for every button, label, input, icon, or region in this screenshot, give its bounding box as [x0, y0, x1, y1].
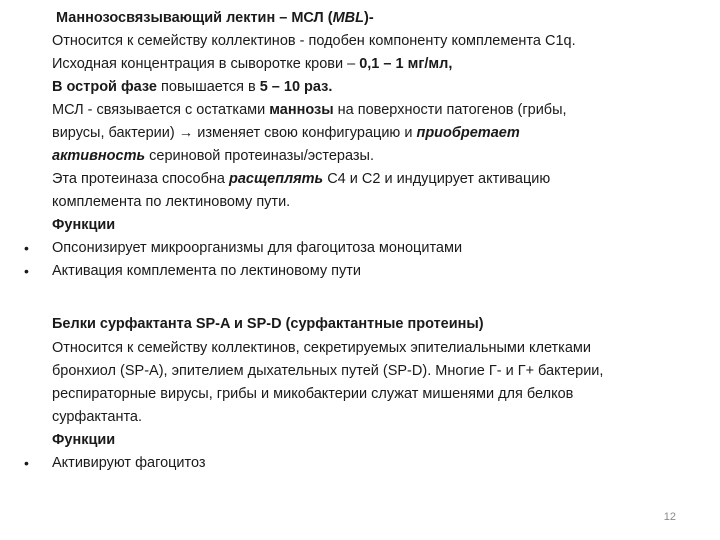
mbl-line-1: Относится к семейству коллектинов - подобен компоненту комплемента С1q.	[52, 33, 576, 49]
surf-title: Белки сурфактанта SP-A и SP-D (сурфактантные протеины)	[52, 316, 484, 332]
mbl-line-5: вирусы, бактерии) → изменяет свою конфигурацию и приобретает	[52, 125, 520, 141]
mbl-line-7: Эта протеиназа способна расщеплять С4 и С2 и индуцирует активацию	[52, 171, 551, 187]
mbl-line-6: активность сериновой протеиназы/эстеразы.	[52, 148, 374, 164]
surf-functions-label: Функции	[52, 432, 116, 448]
mbl-function-item: Опсонизирует микроорганизмы для фагоцитоза моноцитами	[52, 240, 463, 256]
surf-line-4: сурфактанта.	[52, 409, 143, 425]
mbl-line-3: В острой фазе повышается в 5 – 10 раз.	[52, 79, 333, 95]
surf-function-item: Активируют фагоцитоз	[52, 455, 206, 471]
mbl-line-8: комплемента по лектиновому пути.	[52, 194, 291, 210]
bullet-icon: •	[24, 240, 29, 256]
bullet-icon: •	[24, 263, 29, 279]
bullet-icon: •	[24, 455, 29, 471]
mbl-line-4: МСЛ - связывается с остатками маннозы на поверхности патогенов (грибы,	[52, 102, 567, 118]
surf-line-2: бронхиол (SP-A), эпителием дыхательных путей (SP-D). Многие Г- и Г+ бактерии,	[52, 363, 604, 379]
mbl-functions-label: Функции	[52, 217, 116, 233]
mbl-line-2: Исходная концентрация в сыворотке крови – 0,1 – 1 мг/мл,	[52, 56, 453, 72]
mbl-function-item: Активация комплемента по лектиновому пути	[52, 263, 361, 279]
mbl-title: Маннозосвязывающий лектин – МСЛ (MBL)-	[56, 10, 374, 26]
surf-line-1: Относится к семейству коллектинов, секретируемых эпителиальными клетками	[52, 340, 591, 356]
surf-line-3: респираторные вирусы, грибы и микобактерии служат мишенями для белков	[52, 386, 574, 402]
page-number: 12	[663, 511, 676, 523]
